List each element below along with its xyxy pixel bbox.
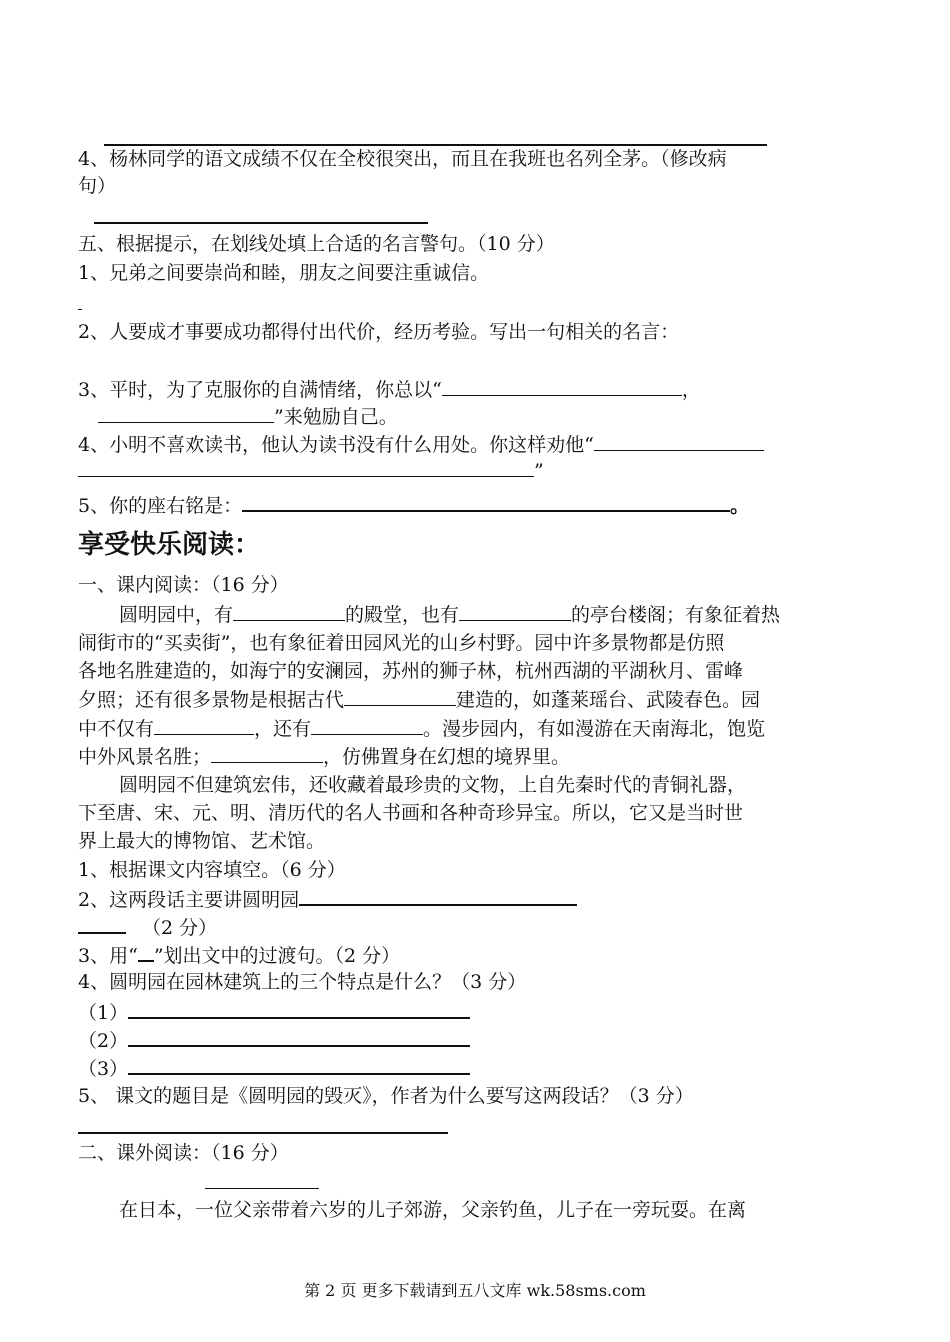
blank-part5-q3-1[interactable] xyxy=(442,375,682,396)
reading-sec2: 二、课外阅读：（16 分） xyxy=(78,1142,289,1164)
part5-q4-line1 xyxy=(78,430,764,459)
answer-line-part5-q1[interactable] xyxy=(78,309,82,310)
p1-text: 中外风景名胜； xyxy=(78,746,212,768)
answer-line-part4-q4[interactable] xyxy=(94,222,428,224)
blank-reading-q4-2[interactable] xyxy=(128,1025,470,1047)
part5-q5-text-b: 。 xyxy=(730,495,750,517)
reading-q2-cont xyxy=(78,912,217,942)
q4-3-label: （3） xyxy=(78,1058,129,1080)
reading-q1: 1、根据课文内容填空。（6 分） xyxy=(78,859,346,881)
reading-q4: 4、圆明园在园林建筑上的三个特点是什么？（3 分） xyxy=(78,971,527,993)
part5-q3-line1 xyxy=(78,375,701,404)
p1-text: 圆明园中，有 xyxy=(119,604,234,626)
reading-p1-line3: 各地名胜建造的，如海宁的安澜园，苏州的狮子林，杭州西湖的平湖秋月、雷峰 xyxy=(78,660,744,682)
reading-p1-line1 xyxy=(119,600,780,629)
part5-q3-text-c: ”来勉励自己。 xyxy=(274,406,398,428)
part5-q5 xyxy=(78,490,749,520)
p1-text: 。漫步园内，有如漫游在天南海北，饱览 xyxy=(423,718,766,740)
q2-score: （2 分） xyxy=(142,917,218,939)
reading-p1-line4 xyxy=(78,685,760,714)
reading-q2 xyxy=(78,884,577,914)
part5-q1: 1、兄弟之间要崇尚和睦，朋友之间要注重诚信。 xyxy=(78,262,490,284)
p1-text: 建造的，如蓬莱瑶台、武陵春色。园 xyxy=(456,689,761,711)
p1-text: 夕照；还有很多景物是根据古代 xyxy=(78,689,345,711)
q3-text-a: 3、用“ xyxy=(78,945,138,967)
p1-text: ，还有 xyxy=(254,718,312,740)
part4-q4: 4、杨林同学的语文成绩不仅在全校很突出，而且在我班也名列全茅。（修改病 xyxy=(78,148,727,170)
part5-q4-text-a: 4、小明不喜欢读书，他认为读书没有什么用处。你这样劝他“ xyxy=(78,434,594,456)
q4-2-label: （2） xyxy=(78,1030,129,1052)
q4-1-label: （1） xyxy=(78,1002,129,1024)
reading-p2-line1: 圆明园不但建筑宏伟，还收藏着最珍贵的文物，上自先秦时代的青铜礼器， xyxy=(119,774,747,796)
blank-reading-q2-cont[interactable] xyxy=(78,912,126,934)
page-footer: 第 2 页 更多下载请到五八文库 wk.58sms.com xyxy=(304,1281,646,1300)
part5-q3-text-b: ， xyxy=(681,379,701,401)
part4-q4-cont: 句） xyxy=(78,175,117,197)
part5-heading: 五、根据提示，在划线处填上合适的名言警句。（10 分） xyxy=(78,233,555,255)
blank-reading-q4-1[interactable] xyxy=(128,997,470,1019)
reading-q4-3 xyxy=(78,1053,470,1083)
reading-sec1: 一、课内阅读：（16 分） xyxy=(78,574,289,596)
reading-p1-line2: 闹街市的“买卖街”，也有象征着田园风光的山乡村野。园中许多景物都是仿照 xyxy=(78,632,725,654)
reading-p3-line1: 在日本，一位父亲带着六岁的儿子郊游，父亲钓鱼，儿子在一旁玩耍。在离 xyxy=(119,1199,747,1221)
q3-text-b: ”划出文中的过渡句。（2 分） xyxy=(153,945,401,967)
blank-part5-q5[interactable] xyxy=(242,490,730,512)
reading-p2-line3: 界上最大的博物馆、艺术馆。 xyxy=(78,830,326,852)
blank-p1-6[interactable] xyxy=(211,742,323,763)
reading-p1-line6 xyxy=(78,742,570,771)
p1-text: 的亭台楼阁；有象征着热 xyxy=(571,604,781,626)
blank-p1-2[interactable] xyxy=(459,600,571,621)
blank-p1-1[interactable] xyxy=(233,600,345,621)
reading-q4-2 xyxy=(78,1025,470,1055)
blank-p1-5[interactable] xyxy=(311,714,423,735)
part5-q4-line2 xyxy=(78,456,544,485)
part5-q4-text-b: ” xyxy=(534,460,544,482)
part5-q3-line2 xyxy=(78,402,398,431)
blank-part5-q3-2[interactable] xyxy=(98,402,274,423)
answer-line-reading-q5[interactable] xyxy=(78,1132,448,1134)
reading-q5: 5、 课文的题目是《圆明园的毁灭》，作者为什么要写这两段话？（3 分） xyxy=(78,1085,694,1107)
p1-text: ，仿佛置身在幻想的境界里。 xyxy=(323,746,571,768)
part5-q2: 2、人要成才事要成功都得付出代价，经历考验。写出一句相关的名言： xyxy=(78,321,680,343)
part5-q3-text-a: 3、平时，为了克服你的自满情绪，你总以“ xyxy=(78,379,442,401)
blank-part5-q4-2[interactable] xyxy=(78,456,534,477)
blank-part5-q4-1[interactable] xyxy=(594,430,764,451)
blank-reading-q2[interactable] xyxy=(299,884,577,906)
underline-symbol xyxy=(138,940,154,962)
p1-text: 中不仅有 xyxy=(78,718,155,740)
blank-p1-4[interactable] xyxy=(154,714,254,735)
blank-reading-q4-3[interactable] xyxy=(128,1053,470,1075)
q2-text: 2、这两段话主要讲圆明园 xyxy=(78,889,300,911)
reading-q3 xyxy=(78,940,400,970)
reading-p2-line2: 下至唐、宋、元、明、清历代的名人书画和各种奇珍异宝。所以，它又是当时世 xyxy=(78,802,744,824)
reading-title: 享受快乐阅读： xyxy=(78,530,261,560)
answer-line-sec2[interactable] xyxy=(205,1188,319,1189)
reading-q4-1 xyxy=(78,997,470,1027)
reading-p1-line5 xyxy=(78,714,765,743)
blank-p1-3[interactable] xyxy=(344,685,456,706)
part5-q5-text-a: 5、你的座右铭是： xyxy=(78,495,243,517)
p1-text: 的殿堂，也有 xyxy=(345,604,460,626)
